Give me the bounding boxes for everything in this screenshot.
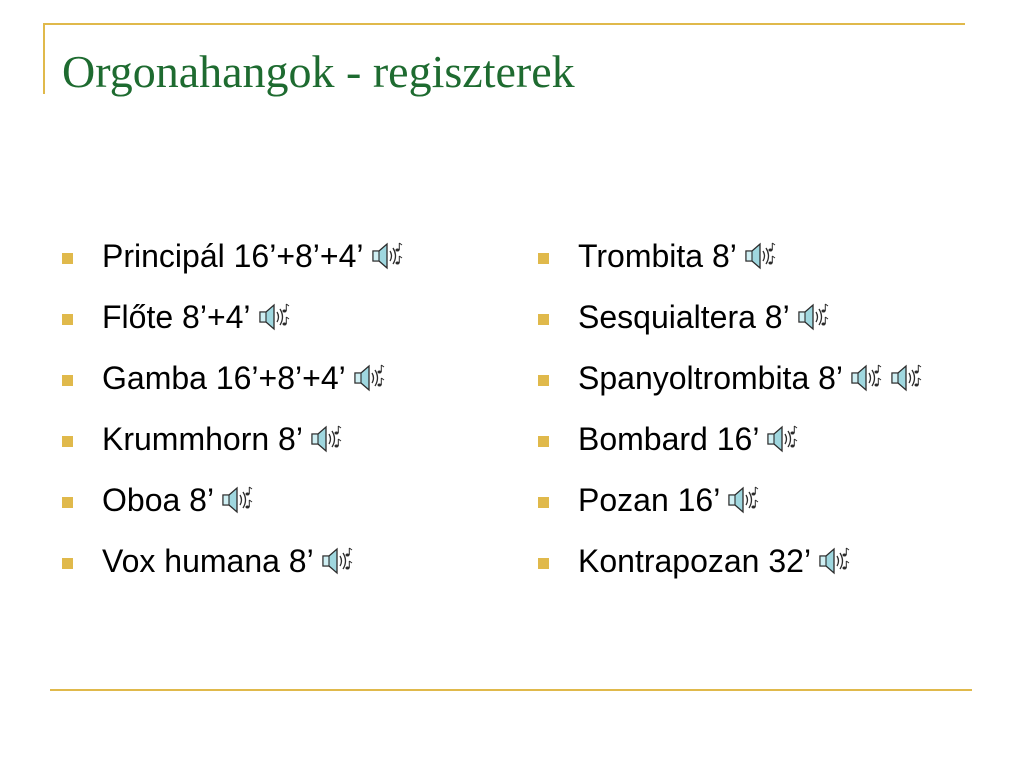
register-label: Spanyoltrombita 8’ bbox=[578, 360, 844, 396]
register-item-flote-8-4 bbox=[62, 293, 404, 354]
bullet-icon bbox=[62, 314, 73, 325]
speaker-sound-icon[interactable] bbox=[796, 300, 830, 334]
register-item-pozan-16 bbox=[538, 476, 923, 537]
speaker-sound-icon[interactable] bbox=[352, 361, 386, 395]
register-label: Oboa 8’ bbox=[102, 482, 215, 518]
speaker-sound-icon[interactable] bbox=[320, 544, 354, 578]
bottom-rule bbox=[50, 689, 972, 691]
register-item-spanyoltrombita-8 bbox=[538, 354, 923, 415]
register-item-oboa-8 bbox=[62, 476, 404, 537]
left-rule bbox=[43, 23, 45, 94]
bullet-icon bbox=[62, 497, 73, 508]
register-label: Flőte 8’+4’ bbox=[102, 299, 251, 335]
speaker-sound-icon[interactable] bbox=[370, 239, 404, 273]
register-label: Gamba 16’+8’+4’ bbox=[102, 360, 346, 396]
bullet-icon bbox=[538, 314, 549, 325]
right-register-list bbox=[538, 232, 923, 598]
bullet-icon bbox=[62, 253, 73, 264]
register-item-krummhorn-8 bbox=[62, 415, 404, 476]
bullet-icon bbox=[62, 558, 73, 569]
speaker-sound-icon[interactable] bbox=[817, 544, 851, 578]
speaker-sound-icon[interactable] bbox=[765, 422, 799, 456]
bullet-icon bbox=[538, 558, 549, 569]
bullet-icon bbox=[538, 253, 549, 264]
register-item-principal-16-8-4 bbox=[62, 232, 404, 293]
top-rule bbox=[43, 23, 965, 25]
speaker-sound-icon[interactable] bbox=[726, 483, 760, 517]
register-item-bombard-16 bbox=[538, 415, 923, 476]
register-label: Krummhorn 8’ bbox=[102, 421, 303, 457]
speaker-sound-icon[interactable] bbox=[220, 483, 254, 517]
register-item-trombita-8 bbox=[538, 232, 923, 293]
register-label: Pozan 16’ bbox=[578, 482, 721, 518]
register-item-sesquialtera-8 bbox=[538, 293, 923, 354]
register-label: Vox humana 8’ bbox=[102, 543, 314, 579]
bullet-icon bbox=[62, 375, 73, 386]
bullet-icon bbox=[538, 375, 549, 386]
register-label: Principál 16’+8’+4’ bbox=[102, 238, 364, 274]
bullet-icon bbox=[538, 436, 549, 447]
speaker-sound-icon[interactable] bbox=[743, 239, 777, 273]
register-item-gamba-16-8-4 bbox=[62, 354, 404, 415]
register-label: Sesquialtera 8’ bbox=[578, 299, 790, 335]
register-label: Trombita 8’ bbox=[578, 238, 737, 274]
left-register-list bbox=[62, 232, 404, 598]
speaker-sound-icon[interactable] bbox=[257, 300, 291, 334]
register-label: Bombard 16’ bbox=[578, 421, 760, 457]
bullet-icon bbox=[538, 497, 549, 508]
register-item-kontrapozan-32 bbox=[538, 537, 923, 598]
bullet-icon bbox=[62, 436, 73, 447]
register-item-vox-humana-8 bbox=[62, 537, 404, 598]
speaker-sound-icon[interactable] bbox=[309, 422, 343, 456]
speaker-sound-icon[interactable] bbox=[889, 361, 923, 395]
register-label: Kontrapozan 32’ bbox=[578, 543, 812, 579]
speaker-sound-icon[interactable] bbox=[849, 361, 883, 395]
slide-title: Orgonahangok - regiszterek bbox=[62, 46, 575, 97]
